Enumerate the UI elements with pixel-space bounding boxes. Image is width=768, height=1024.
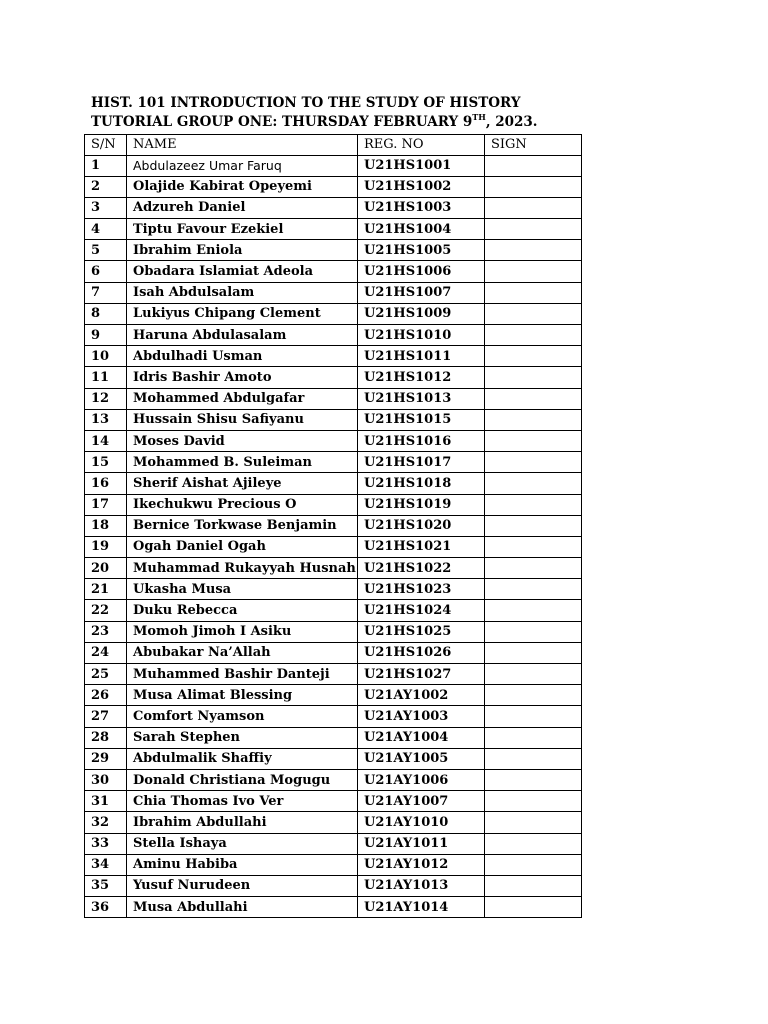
row-sn: 3 bbox=[85, 197, 127, 218]
row-reg-no: U21HS1010 bbox=[358, 325, 485, 346]
row-sign-cell bbox=[485, 897, 582, 918]
row-reg-no: U21HS1023 bbox=[358, 579, 485, 600]
row-sign-cell bbox=[485, 621, 582, 642]
table-row bbox=[85, 727, 582, 748]
document-heading bbox=[91, 94, 538, 132]
row-sn: 25 bbox=[85, 664, 127, 685]
row-sn: 19 bbox=[85, 536, 127, 557]
table-row bbox=[85, 430, 582, 451]
table-row bbox=[85, 515, 582, 536]
row-reg-no: U21HS1018 bbox=[358, 473, 485, 494]
row-sign-cell bbox=[485, 875, 582, 896]
row-reg-no: U21HS1013 bbox=[358, 388, 485, 409]
row-sign-cell bbox=[485, 325, 582, 346]
row-sn: 1 bbox=[85, 155, 127, 176]
row-sn: 5 bbox=[85, 240, 127, 261]
row-name: Muhammed Bashir Danteji bbox=[127, 664, 358, 685]
row-sn: 16 bbox=[85, 473, 127, 494]
row-sn: 2 bbox=[85, 176, 127, 197]
row-sign-cell bbox=[485, 515, 582, 536]
row-reg-no: U21AY1014 bbox=[358, 897, 485, 918]
table-row bbox=[85, 197, 582, 218]
row-sign-cell bbox=[485, 240, 582, 261]
row-sn: 31 bbox=[85, 791, 127, 812]
row-name: Lukiyus Chipang Clement bbox=[127, 303, 358, 324]
table-body bbox=[85, 155, 582, 918]
table-row bbox=[85, 748, 582, 769]
row-sign-cell bbox=[485, 430, 582, 451]
row-reg-no: U21AY1003 bbox=[358, 706, 485, 727]
row-reg-no: U21HS1021 bbox=[358, 536, 485, 557]
row-reg-no: U21HS1026 bbox=[358, 642, 485, 663]
row-sign-cell bbox=[485, 494, 582, 515]
row-name: Moses David bbox=[127, 430, 358, 451]
row-reg-no: U21HS1005 bbox=[358, 240, 485, 261]
row-sn: 34 bbox=[85, 854, 127, 875]
row-sign-cell bbox=[485, 388, 582, 409]
tutorial-group-line bbox=[91, 113, 538, 132]
row-name: Momoh Jimoh I Asiku bbox=[127, 621, 358, 642]
row-sign-cell bbox=[485, 727, 582, 748]
row-reg-no: U21HS1009 bbox=[358, 303, 485, 324]
table-row bbox=[85, 875, 582, 896]
header-sign: SIGN bbox=[485, 135, 582, 156]
row-sign-cell bbox=[485, 282, 582, 303]
row-sign-cell bbox=[485, 261, 582, 282]
table-row bbox=[85, 685, 582, 706]
row-name: Duku Rebecca bbox=[127, 600, 358, 621]
row-sn: 9 bbox=[85, 325, 127, 346]
row-reg-no: U21HS1022 bbox=[358, 558, 485, 579]
table-row bbox=[85, 409, 582, 430]
row-name: Adzureh Daniel bbox=[127, 197, 358, 218]
row-sign-cell bbox=[485, 303, 582, 324]
row-sn: 8 bbox=[85, 303, 127, 324]
row-sign-cell bbox=[485, 664, 582, 685]
row-sign-cell bbox=[485, 854, 582, 875]
row-reg-no: U21HS1027 bbox=[358, 664, 485, 685]
row-reg-no: U21AY1007 bbox=[358, 791, 485, 812]
row-reg-no: U21HS1015 bbox=[358, 409, 485, 430]
table-header-row bbox=[85, 135, 582, 156]
row-reg-no: U21AY1002 bbox=[358, 685, 485, 706]
tutorial-year: , 2023. bbox=[485, 114, 538, 130]
table-row bbox=[85, 367, 582, 388]
row-reg-no: U21HS1004 bbox=[358, 219, 485, 240]
header-sn: S/N bbox=[85, 135, 127, 156]
row-sign-cell bbox=[485, 452, 582, 473]
row-sn: 29 bbox=[85, 748, 127, 769]
row-sign-cell bbox=[485, 579, 582, 600]
date-ordinal-suffix: TH bbox=[472, 112, 486, 122]
row-sn: 6 bbox=[85, 261, 127, 282]
row-sign-cell bbox=[485, 367, 582, 388]
row-reg-no: U21HS1024 bbox=[358, 600, 485, 621]
row-name: Ukasha Musa bbox=[127, 579, 358, 600]
table-row bbox=[85, 219, 582, 240]
row-name: Musa Abdullahi bbox=[127, 897, 358, 918]
row-name: Sarah Stephen bbox=[127, 727, 358, 748]
row-reg-no: U21AY1004 bbox=[358, 727, 485, 748]
row-name: Comfort Nyamson bbox=[127, 706, 358, 727]
row-sn: 26 bbox=[85, 685, 127, 706]
row-reg-no: U21AY1011 bbox=[358, 833, 485, 854]
row-sn: 28 bbox=[85, 727, 127, 748]
row-sign-cell bbox=[485, 791, 582, 812]
row-sn: 36 bbox=[85, 897, 127, 918]
row-sn: 12 bbox=[85, 388, 127, 409]
row-name: Stella Ishaya bbox=[127, 833, 358, 854]
row-name: Abubakar Na’Allah bbox=[127, 642, 358, 663]
table-row bbox=[85, 282, 582, 303]
row-name: Tiptu Favour Ezekiel bbox=[127, 219, 358, 240]
table-row bbox=[85, 558, 582, 579]
table-row bbox=[85, 621, 582, 642]
table-row bbox=[85, 388, 582, 409]
row-reg-no: U21AY1006 bbox=[358, 769, 485, 790]
row-reg-no: U21AY1005 bbox=[358, 748, 485, 769]
row-sign-cell bbox=[485, 197, 582, 218]
row-name: Ibrahim Eniola bbox=[127, 240, 358, 261]
row-reg-no: U21AY1013 bbox=[358, 875, 485, 896]
table-row bbox=[85, 240, 582, 261]
row-sign-cell bbox=[485, 642, 582, 663]
table-row bbox=[85, 303, 582, 324]
row-sign-cell bbox=[485, 748, 582, 769]
row-sn: 17 bbox=[85, 494, 127, 515]
row-name: Isah Abdulsalam bbox=[127, 282, 358, 303]
table-row bbox=[85, 642, 582, 663]
row-name: Mohammed Abdulgafar bbox=[127, 388, 358, 409]
row-sn: 13 bbox=[85, 409, 127, 430]
table-row bbox=[85, 769, 582, 790]
row-sn: 30 bbox=[85, 769, 127, 790]
row-name: Sherif Aishat Ajileye bbox=[127, 473, 358, 494]
table-row bbox=[85, 833, 582, 854]
row-name: Abdulazeez Umar Faruq bbox=[127, 155, 358, 176]
row-reg-no: U21HS1001 bbox=[358, 155, 485, 176]
row-sn: 35 bbox=[85, 875, 127, 896]
table-row bbox=[85, 854, 582, 875]
row-name: Donald Christiana Mogugu bbox=[127, 769, 358, 790]
row-name: Yusuf Nurudeen bbox=[127, 875, 358, 896]
table-row bbox=[85, 452, 582, 473]
row-name: Haruna Abdulasalam bbox=[127, 325, 358, 346]
row-reg-no: U21HS1007 bbox=[358, 282, 485, 303]
row-reg-no: U21HS1011 bbox=[358, 346, 485, 367]
header-name: NAME bbox=[127, 135, 358, 156]
row-sn: 7 bbox=[85, 282, 127, 303]
row-sn: 27 bbox=[85, 706, 127, 727]
row-sign-cell bbox=[485, 536, 582, 557]
course-title: HIST. 101 INTRODUCTION TO THE STUDY OF HISTORY bbox=[91, 95, 521, 111]
row-sn: 10 bbox=[85, 346, 127, 367]
row-sign-cell bbox=[485, 473, 582, 494]
row-name: Hussain Shisu Safiyanu bbox=[127, 409, 358, 430]
row-name: Abdulmalik Shaffiy bbox=[127, 748, 358, 769]
table-row bbox=[85, 325, 582, 346]
table-row bbox=[85, 494, 582, 515]
table-row bbox=[85, 473, 582, 494]
tutorial-group-text: TUTORIAL GROUP ONE: THURSDAY FEBRUARY 9 bbox=[91, 114, 473, 130]
row-name: Idris Bashir Amoto bbox=[127, 367, 358, 388]
row-sign-cell bbox=[485, 812, 582, 833]
row-sn: 18 bbox=[85, 515, 127, 536]
table-row bbox=[85, 791, 582, 812]
table-row bbox=[85, 261, 582, 282]
attendance-table bbox=[84, 134, 582, 918]
table-row bbox=[85, 664, 582, 685]
row-name: Chia Thomas Ivo Ver bbox=[127, 791, 358, 812]
row-reg-no: U21HS1025 bbox=[358, 621, 485, 642]
table-row bbox=[85, 346, 582, 367]
table-row bbox=[85, 536, 582, 557]
row-sn: 24 bbox=[85, 642, 127, 663]
row-sign-cell bbox=[485, 346, 582, 367]
header-reg-no: REG. NO bbox=[358, 135, 485, 156]
row-sign-cell bbox=[485, 219, 582, 240]
row-sn: 32 bbox=[85, 812, 127, 833]
row-reg-no: U21HS1003 bbox=[358, 197, 485, 218]
row-sign-cell bbox=[485, 155, 582, 176]
row-name: Bernice Torkwase Benjamin bbox=[127, 515, 358, 536]
row-sign-cell bbox=[485, 558, 582, 579]
row-sn: 33 bbox=[85, 833, 127, 854]
table-row bbox=[85, 897, 582, 918]
row-reg-no: U21HS1012 bbox=[358, 367, 485, 388]
row-sign-cell bbox=[485, 600, 582, 621]
row-sn: 21 bbox=[85, 579, 127, 600]
row-sign-cell bbox=[485, 176, 582, 197]
row-name: Olajide Kabirat Opeyemi bbox=[127, 176, 358, 197]
row-sn: 22 bbox=[85, 600, 127, 621]
row-reg-no: U21HS1020 bbox=[358, 515, 485, 536]
row-sn: 23 bbox=[85, 621, 127, 642]
row-sign-cell bbox=[485, 833, 582, 854]
row-sn: 15 bbox=[85, 452, 127, 473]
row-sn: 14 bbox=[85, 430, 127, 451]
row-reg-no: U21HS1002 bbox=[358, 176, 485, 197]
row-reg-no: U21HS1016 bbox=[358, 430, 485, 451]
row-name: Musa Alimat Blessing bbox=[127, 685, 358, 706]
row-name: Mohammed B. Suleiman bbox=[127, 452, 358, 473]
row-sign-cell bbox=[485, 409, 582, 430]
row-sn: 11 bbox=[85, 367, 127, 388]
row-reg-no: U21HS1019 bbox=[358, 494, 485, 515]
row-reg-no: U21AY1012 bbox=[358, 854, 485, 875]
row-sign-cell bbox=[485, 685, 582, 706]
table-row bbox=[85, 155, 582, 176]
row-sn: 20 bbox=[85, 558, 127, 579]
row-sign-cell bbox=[485, 706, 582, 727]
row-reg-no: U21HS1017 bbox=[358, 452, 485, 473]
row-name: Abdulhadi Usman bbox=[127, 346, 358, 367]
table-row bbox=[85, 600, 582, 621]
table-row bbox=[85, 706, 582, 727]
row-name: Ikechukwu Precious O bbox=[127, 494, 358, 515]
row-name: Obadara Islamiat Adeola bbox=[127, 261, 358, 282]
row-name: Ogah Daniel Ogah bbox=[127, 536, 358, 557]
table-row bbox=[85, 579, 582, 600]
row-name: Ibrahim Abdullahi bbox=[127, 812, 358, 833]
row-name: Aminu Habiba bbox=[127, 854, 358, 875]
row-sn: 4 bbox=[85, 219, 127, 240]
row-reg-no: U21AY1010 bbox=[358, 812, 485, 833]
row-reg-no: U21HS1006 bbox=[358, 261, 485, 282]
row-name: Muhammad Rukayyah Husnah bbox=[127, 558, 358, 579]
table-row bbox=[85, 176, 582, 197]
table-row bbox=[85, 812, 582, 833]
row-sign-cell bbox=[485, 769, 582, 790]
